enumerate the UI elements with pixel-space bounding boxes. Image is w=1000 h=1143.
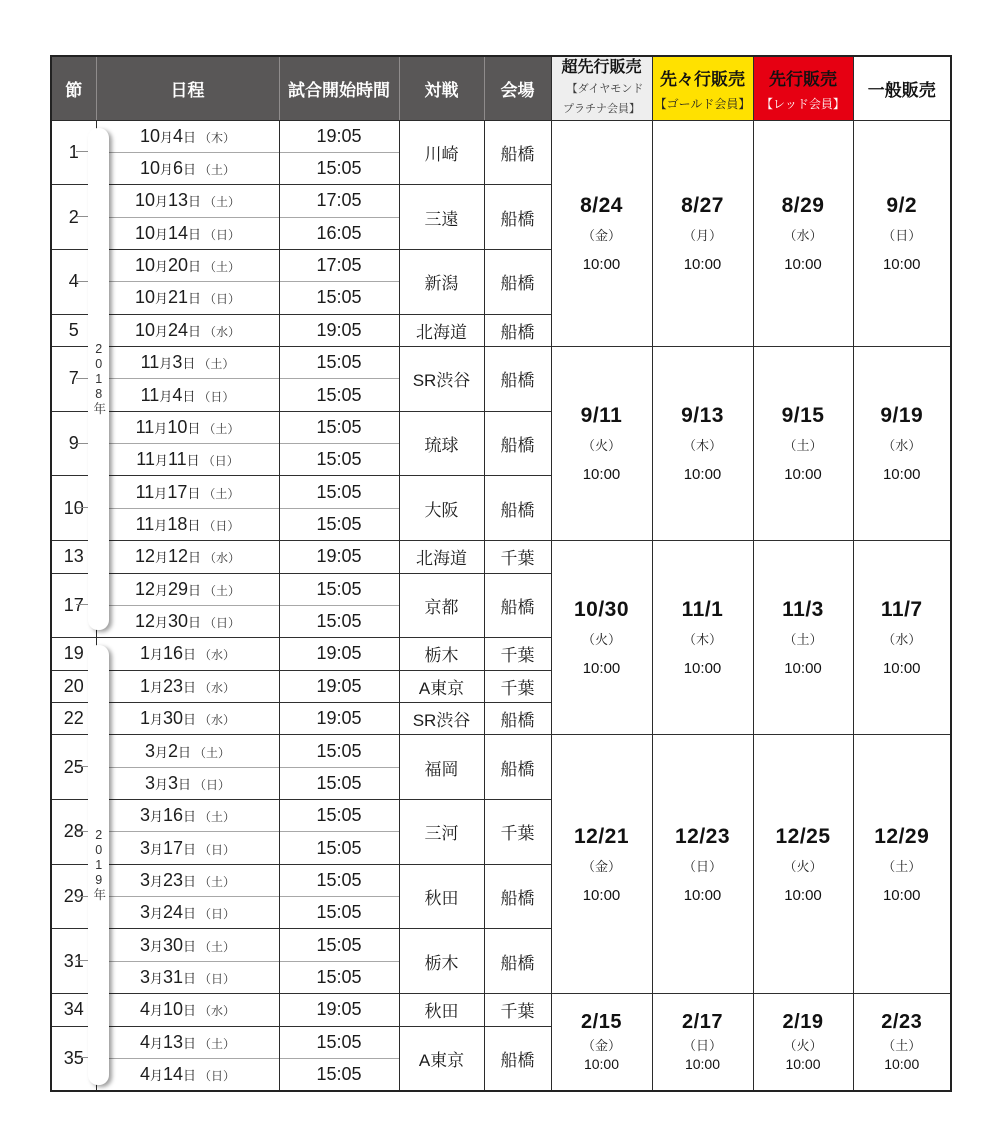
venue-cell: 船橋 — [484, 864, 551, 929]
sale-date-cell: 10/30 （火） 10:00 — [551, 541, 652, 735]
section-cell: 29 — [51, 864, 96, 929]
date-cell: 3月3日 （日） — [96, 767, 279, 799]
section-cell: 31 — [51, 929, 96, 994]
venue-cell: 船橋 — [484, 411, 551, 476]
opponent-cell: SR渋谷 — [399, 347, 484, 412]
time-cell: 15:05 — [279, 1026, 399, 1058]
time-cell: 15:05 — [279, 961, 399, 993]
header-general-sale: 一般販売 — [853, 56, 951, 120]
game-row — [51, 994, 951, 1026]
date-cell: 3月30日 （土） — [96, 929, 279, 961]
time-cell: 15:05 — [279, 347, 399, 379]
section-cell: 34 — [51, 994, 96, 1026]
time-cell: 19:05 — [279, 541, 399, 573]
date-cell: 4月14日 （日） — [96, 1058, 279, 1090]
opponent-cell: 北海道 — [399, 541, 484, 573]
date-cell: 11月10日 （土） — [96, 411, 279, 443]
sale-date-cell: 11/1 （木） 10:00 — [652, 541, 753, 735]
date-cell: 10月13日 （土） — [96, 185, 279, 217]
opponent-cell: 琉球 — [399, 411, 484, 476]
section-cell: 17 — [51, 573, 96, 638]
opponent-cell: A東京 — [399, 670, 484, 702]
sale-date-cell: 9/11 （火） 10:00 — [551, 347, 652, 541]
header-opponent: 対戦 — [399, 56, 484, 120]
date-cell: 12月30日 （日） — [96, 605, 279, 637]
time-cell: 15:05 — [279, 735, 399, 767]
section-cell: 20 — [51, 670, 96, 702]
opponent-cell: 大阪 — [399, 476, 484, 541]
date-cell: 3月16日 （土） — [96, 800, 279, 832]
time-cell: 15:05 — [279, 152, 399, 184]
game-row — [51, 541, 951, 573]
sale-date-cell: 11/7 （水） 10:00 — [853, 541, 951, 735]
venue-cell: 船橋 — [484, 120, 551, 185]
header-pre-advance-sale: 先々行販売 【ゴールド会員】 — [652, 56, 753, 120]
opponent-cell: 三遠 — [399, 185, 484, 250]
time-cell: 15:05 — [279, 508, 399, 540]
venue-cell: 船橋 — [484, 573, 551, 638]
opponent-cell: 栃木 — [399, 638, 484, 670]
date-cell: 3月24日 （日） — [96, 897, 279, 929]
time-cell: 16:05 — [279, 217, 399, 249]
opponent-cell: 川崎 — [399, 120, 484, 185]
opponent-cell: SR渋谷 — [399, 702, 484, 734]
sale-date-cell: 2/17 （日） 10:00 — [652, 994, 753, 1091]
section-cell: 1 — [51, 120, 96, 185]
date-cell: 4月13日 （土） — [96, 1026, 279, 1058]
game-row — [51, 735, 951, 767]
section-cell: 10 — [51, 476, 96, 541]
sale-date-cell: 12/21 （金） 10:00 — [551, 735, 652, 994]
time-cell: 15:05 — [279, 929, 399, 961]
header-venue: 会場 — [484, 56, 551, 120]
opponent-cell: 京都 — [399, 573, 484, 638]
opponent-cell: 秋田 — [399, 994, 484, 1026]
date-cell: 1月16日 （水） — [96, 638, 279, 670]
date-cell: 10月21日 （日） — [96, 282, 279, 314]
date-cell: 1月23日 （水） — [96, 670, 279, 702]
header-section: 節 — [51, 56, 96, 120]
time-cell: 15:05 — [279, 379, 399, 411]
time-cell: 15:05 — [279, 800, 399, 832]
date-cell: 3月17日 （日） — [96, 832, 279, 864]
header-super-advance-sale — [551, 56, 652, 120]
section-cell: 25 — [51, 735, 96, 800]
section-cell: 7 — [51, 347, 96, 412]
venue-cell: 千葉 — [484, 670, 551, 702]
date-cell: 11月17日 （土） — [96, 476, 279, 508]
opponent-cell: 栃木 — [399, 929, 484, 994]
venue-cell: 船橋 — [484, 702, 551, 734]
opponent-cell: 新潟 — [399, 249, 484, 314]
time-cell: 17:05 — [279, 185, 399, 217]
venue-cell: 船橋 — [484, 185, 551, 250]
venue-cell: 千葉 — [484, 541, 551, 573]
super-advance-sale-title: 超先行販売 — [561, 59, 642, 77]
schedule-table — [50, 55, 952, 1092]
opponent-cell: 福岡 — [399, 735, 484, 800]
venue-cell: 千葉 — [484, 994, 551, 1026]
venue-cell: 船橋 — [484, 929, 551, 994]
date-cell: 11月3日 （土） — [96, 347, 279, 379]
venue-cell: 船橋 — [484, 249, 551, 314]
section-cell: 22 — [51, 702, 96, 734]
section-cell: 4 — [51, 249, 96, 314]
header-row — [51, 56, 951, 120]
date-cell: 10月14日 （日） — [96, 217, 279, 249]
time-cell: 19:05 — [279, 670, 399, 702]
sale-date-cell: 9/2 （日） 10:00 — [853, 120, 951, 347]
venue-cell: 船橋 — [484, 347, 551, 412]
section-cell: 19 — [51, 638, 96, 670]
date-cell: 11月11日 （日） — [96, 444, 279, 476]
schedule-page — [50, 55, 950, 1092]
year-label-2018: 2018年 — [91, 342, 106, 416]
sale-date-cell: 9/19 （水） 10:00 — [853, 347, 951, 541]
date-cell: 11月4日 （日） — [96, 379, 279, 411]
year-label-2019: 2019年 — [91, 828, 106, 902]
date-cell: 10月24日 （水） — [96, 314, 279, 346]
venue-cell: 千葉 — [484, 800, 551, 865]
section-cell: 35 — [51, 1026, 96, 1091]
section-cell: 13 — [51, 541, 96, 573]
time-cell: 15:05 — [279, 573, 399, 605]
venue-cell: 船橋 — [484, 1026, 551, 1091]
time-cell: 15:05 — [279, 1058, 399, 1090]
game-row — [51, 347, 951, 379]
time-cell: 15:05 — [279, 411, 399, 443]
time-cell: 15:05 — [279, 897, 399, 929]
game-row — [51, 120, 951, 152]
section-cell: 28 — [51, 800, 96, 865]
sale-date-cell: 8/29 （水） 10:00 — [753, 120, 853, 347]
diamond-platinum-members-label: 【ダイヤモンド プラチナ会員】 — [563, 83, 644, 116]
sale-date-cell: 12/23 （日） 10:00 — [652, 735, 753, 994]
time-cell: 15:05 — [279, 864, 399, 896]
sale-date-cell: 8/27 （月） 10:00 — [652, 120, 753, 347]
date-cell: 12月12日 （水） — [96, 541, 279, 573]
date-cell: 10月20日 （土） — [96, 249, 279, 281]
red-members-label: 【レッド会員】 — [761, 96, 845, 111]
date-cell: 1月30日 （水） — [96, 702, 279, 734]
time-cell: 17:05 — [279, 249, 399, 281]
opponent-cell: 三河 — [399, 800, 484, 865]
sale-date-cell: 12/25 （火） 10:00 — [753, 735, 853, 994]
venue-cell: 船橋 — [484, 314, 551, 346]
date-cell: 4月10日 （水） — [96, 994, 279, 1026]
time-cell: 19:05 — [279, 702, 399, 734]
date-cell: 12月29日 （土） — [96, 573, 279, 605]
schedule-body — [51, 120, 951, 1091]
time-cell: 15:05 — [279, 605, 399, 637]
gold-members-label: 【ゴールド会員】 — [654, 96, 751, 111]
year-pill-2018 — [88, 128, 109, 630]
header-advance-sale: 先行販売 【レッド会員】 — [753, 56, 853, 120]
year-pill-2019 — [88, 645, 109, 1085]
date-cell: 3月31日 （日） — [96, 961, 279, 993]
venue-cell: 船橋 — [484, 476, 551, 541]
opponent-cell: 北海道 — [399, 314, 484, 346]
sale-date-cell: 2/19 （火） 10:00 — [753, 994, 853, 1091]
time-cell: 19:05 — [279, 120, 399, 152]
section-cell: 2 — [51, 185, 96, 250]
time-cell: 19:05 — [279, 314, 399, 346]
sale-date-cell: 2/15 （金） 10:00 — [551, 994, 652, 1091]
header-start-time: 試合開始時間 — [279, 56, 399, 120]
time-cell: 19:05 — [279, 638, 399, 670]
venue-cell: 船橋 — [484, 735, 551, 800]
time-cell: 15:05 — [279, 444, 399, 476]
time-cell: 15:05 — [279, 767, 399, 799]
section-cell: 9 — [51, 411, 96, 476]
time-cell: 15:05 — [279, 476, 399, 508]
date-cell: 10月4日 （木） — [96, 120, 279, 152]
date-cell: 11月18日 （日） — [96, 508, 279, 540]
sale-date-cell: 9/13 （木） 10:00 — [652, 347, 753, 541]
sale-date-cell: 11/3 （土） 10:00 — [753, 541, 853, 735]
opponent-cell: A東京 — [399, 1026, 484, 1091]
sale-date-cell: 8/24 （金） 10:00 — [551, 120, 652, 347]
venue-cell: 千葉 — [484, 638, 551, 670]
time-cell: 19:05 — [279, 994, 399, 1026]
section-cell: 5 — [51, 314, 96, 346]
sale-date-cell: 12/29 （土） 10:00 — [853, 735, 951, 994]
time-cell: 15:05 — [279, 832, 399, 864]
opponent-cell: 秋田 — [399, 864, 484, 929]
date-cell: 3月2日 （土） — [96, 735, 279, 767]
sale-date-cell: 2/23 （土） 10:00 — [853, 994, 951, 1091]
date-cell: 10月6日 （土） — [96, 152, 279, 184]
sale-date-cell: 9/15 （土） 10:00 — [753, 347, 853, 541]
header-date: 日程 — [96, 56, 279, 120]
date-cell: 3月23日 （土） — [96, 864, 279, 896]
time-cell: 15:05 — [279, 282, 399, 314]
